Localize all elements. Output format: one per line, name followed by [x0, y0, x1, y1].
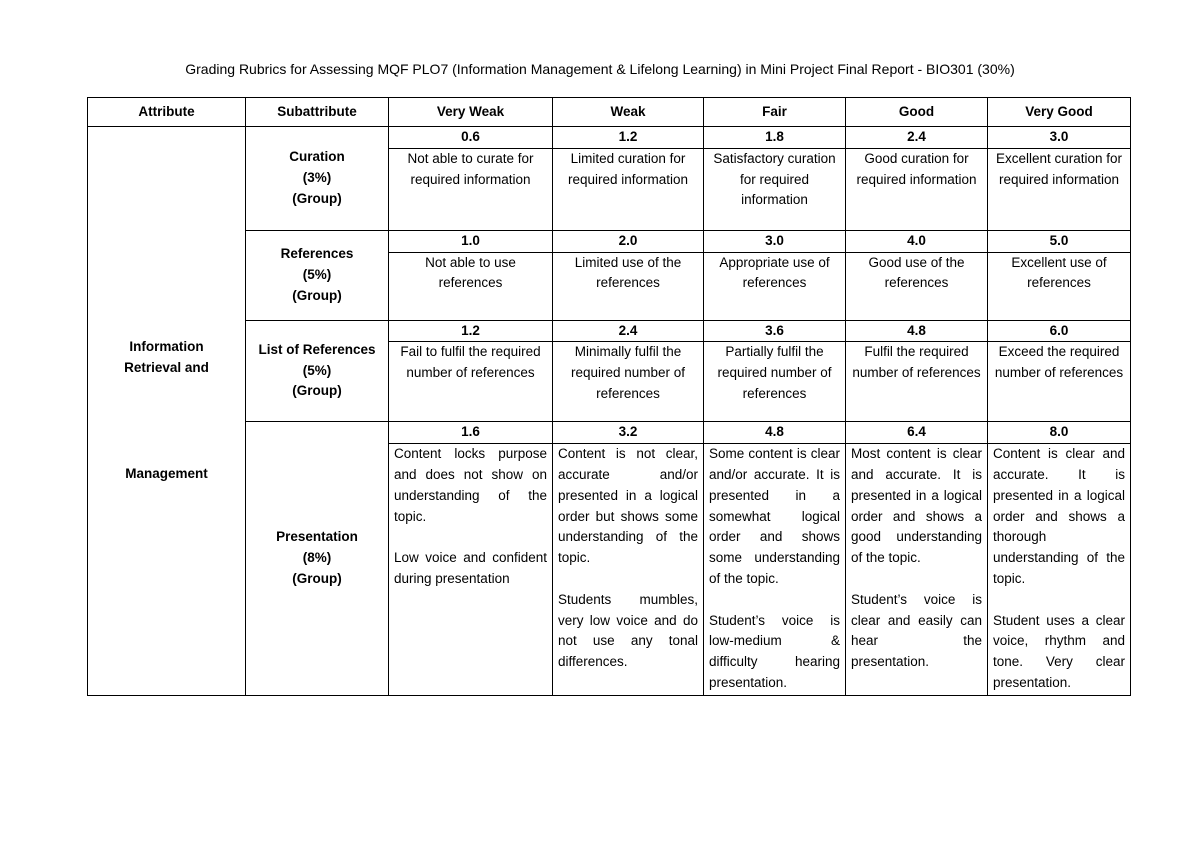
- score-cell: 3.6: [704, 320, 846, 342]
- subattribute-weight: (5%): [302, 362, 332, 378]
- description-cell: Not able to curate for required information: [389, 148, 553, 230]
- subattribute-presentation: [246, 422, 389, 695]
- description-cell: Exceed the required number of references: [988, 342, 1131, 422]
- score-cell: 1.2: [553, 127, 704, 149]
- score-cell: 1.6: [389, 422, 553, 444]
- subattribute-type: (Group): [292, 383, 342, 399]
- header-row: [88, 98, 1131, 127]
- score-cell: 4.8: [846, 320, 988, 342]
- voice-criteria: Students mumbles, very low voice and do not use any tonal differences.: [558, 591, 698, 670]
- description-cell: Fulfil the required number of references: [846, 342, 988, 422]
- content-criteria: Content is not clear, accurate and/or presented in a logical order but shows some understanding of the topic.: [558, 446, 698, 566]
- page-title: Grading Rubrics for Assessing MQF PLO7 (Information Management & Lifelong Learning) in Mini Project Final Report - BIO301 (30%): [185, 61, 1015, 77]
- score-cell: 6.0: [988, 320, 1131, 342]
- score-cell: 6.4: [846, 422, 988, 444]
- subattribute-weight: (5%): [302, 266, 332, 282]
- subattribute-name: Presentation: [276, 529, 358, 545]
- subattribute-name: References: [280, 246, 354, 261]
- header-very-weak: Very Weak: [389, 98, 553, 127]
- score-cell: 1.0: [389, 230, 553, 252]
- score-cell: 5.0: [988, 230, 1131, 252]
- description-cell: Excellent curation for required information: [988, 148, 1131, 230]
- attribute-line-2: Retrieval and: [124, 359, 209, 375]
- description-cell: Satisfactory curation for required information: [704, 148, 846, 230]
- content-criteria: Most content is clear and accurate. It is presented in a logical order and shows a good understanding of the topic.: [851, 446, 982, 566]
- score-cell: 8.0: [988, 422, 1131, 444]
- score-row-curation: [88, 127, 1131, 149]
- content-criteria: Some content is clear and/or accurate. It is presented in a somewhat logical order and shows some understanding of the topic.: [709, 446, 840, 586]
- score-cell: 0.6: [389, 127, 553, 149]
- description-cell: Limited curation for required information: [553, 148, 704, 230]
- header-very-good: Very Good: [988, 98, 1131, 127]
- description-cell: [553, 444, 704, 696]
- subattribute-references: [246, 230, 389, 320]
- subattribute-weight: (8%): [302, 550, 332, 566]
- description-cell: Limited use of the references: [553, 252, 704, 320]
- subattribute-type: (Group): [292, 190, 342, 206]
- score-cell: 3.0: [988, 127, 1131, 149]
- score-cell: 4.0: [846, 230, 988, 252]
- content-criteria: Content is clear and accurate. It is presented in a logical order and shows a thorough understanding of the topic.: [993, 446, 1125, 586]
- score-cell: 2.0: [553, 230, 704, 252]
- score-cell: 2.4: [553, 320, 704, 342]
- header-weak: Weak: [553, 98, 704, 127]
- subattribute-list-of-references: [246, 320, 389, 422]
- voice-criteria: Student’s voice is low-medium & difficulty hearing presentation.: [709, 612, 840, 690]
- description-cell: [389, 444, 553, 696]
- description-cell: Minimally fulfil the required number of references: [553, 342, 704, 422]
- attribute-line-1: Information: [129, 339, 204, 355]
- description-cell: [704, 444, 846, 696]
- score-cell: 3.0: [704, 230, 846, 252]
- header-attribute: Attribute: [88, 98, 246, 127]
- score-cell: 1.8: [704, 127, 846, 149]
- header-subattribute: Subattribute: [246, 98, 389, 127]
- attribute-cell: [88, 127, 246, 696]
- description-cell: Good use of the references: [846, 252, 988, 320]
- subattribute-name: Curation: [289, 149, 345, 165]
- voice-criteria: Student uses a clear voice, rhythm and tone. Very clear presentation.: [993, 612, 1125, 690]
- voice-criteria: Low voice and confident during presentation: [394, 550, 547, 586]
- score-cell: 1.2: [389, 320, 553, 342]
- rubric-table: [87, 97, 1131, 696]
- score-cell: 3.2: [553, 422, 704, 444]
- voice-criteria: Student’s voice is clear and easily can hear the presentation.: [851, 591, 982, 670]
- subattribute-weight: (3%): [302, 170, 332, 185]
- subattribute-name: List of References: [258, 341, 376, 357]
- description-cell: Appropriate use of references: [704, 252, 846, 320]
- score-cell: 4.8: [704, 422, 846, 444]
- description-cell: Good curation for required information: [846, 148, 988, 230]
- header-good: Good: [846, 98, 988, 127]
- score-cell: 2.4: [846, 127, 988, 149]
- description-cell: Fail to fulfil the required number of references: [389, 342, 553, 422]
- content-criteria: Content locks purpose and does not show on understanding of the topic.: [394, 446, 547, 524]
- subattribute-curation: [246, 127, 389, 231]
- description-cell: Not able to use references: [389, 252, 553, 320]
- subattribute-type: (Group): [292, 287, 342, 303]
- description-cell: Partially fulfil the required number of references: [704, 342, 846, 422]
- description-cell: [988, 444, 1131, 696]
- description-cell: Excellent use of references: [988, 252, 1131, 320]
- subattribute-type: (Group): [292, 570, 342, 586]
- description-cell: [846, 444, 988, 696]
- header-fair: Fair: [704, 98, 846, 127]
- attribute-line-3: Management: [125, 465, 208, 481]
